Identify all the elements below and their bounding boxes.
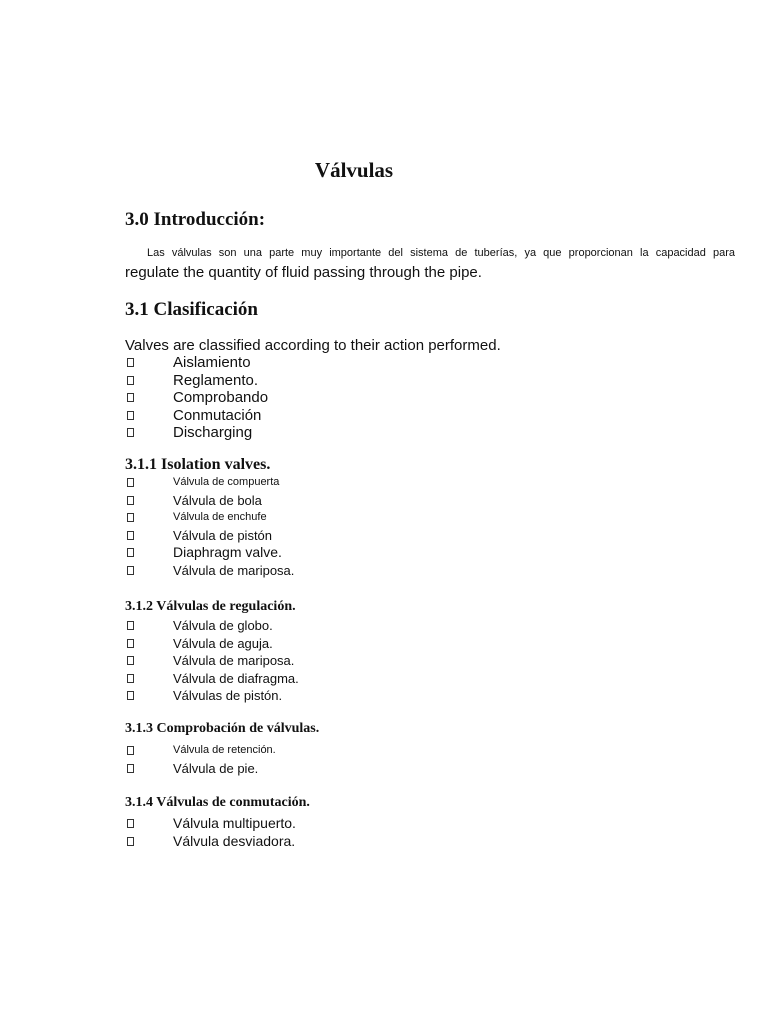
- checkbox-glyph-icon: [127, 764, 134, 773]
- checkbox-glyph-icon: [127, 393, 134, 402]
- checkbox-glyph-icon: [127, 358, 134, 367]
- intro-paragraph-small: Las válvulas son una parte muy importante del sistema de tuberías, ya que proporcionan la capacidad para: [147, 247, 735, 259]
- switching-heading: 3.1.4 Válvulas de conmutación.: [125, 795, 310, 810]
- document-page: Válvulas 3.0 Introducción: Las válvulas son una parte muy importante del sistema de tuberías, ya que proporcionan la capacidad para regulate the quantity of fluid passing through the pipe. 3.1 Clasificación Valves are classified according to their action performed. Aislamiento Reglamento. Comprobando Conmutación Discharging 3.1.1 Isolation valves. Válvula de compuerta Válvula de bola Válvula de enchufe Válvula de pistón Diaphragm valve. Válvula de mariposa. 3.1.2 Válvulas de regulación. Válvula de globo. Válvula de aguja. Válvula de mariposa. Válvula de diafragma. Válvulas de pistón. 3.1.3 Comprobación de válvulas. Válvula de retención. Válvula de pie. 3.1.4 Válvulas de conmutación. Válvula multipuerto. Válvula desviadora.: [0, 0, 768, 1024]
- checkbox-glyph-icon: [127, 411, 134, 420]
- checkbox-glyph-icon: [127, 691, 134, 700]
- intro-paragraph-large: regulate the quantity of fluid passing through the pipe.: [125, 264, 482, 281]
- checkbox-glyph-icon: [127, 496, 134, 505]
- checkbox-glyph-icon: [127, 837, 134, 846]
- checkbox-glyph-icon: [127, 513, 134, 522]
- regulation-heading: 3.1.2 Válvulas de regulación.: [125, 599, 296, 614]
- intro-heading: 3.0 Introducción:: [125, 209, 266, 230]
- checkbox-glyph-icon: [127, 746, 134, 755]
- checkbox-glyph-icon: [127, 656, 134, 665]
- checkbox-glyph-icon: [127, 548, 134, 557]
- check-heading: 3.1.3 Comprobación de válvulas.: [125, 721, 320, 736]
- isolation-heading: 3.1.1 Isolation valves.: [125, 456, 271, 473]
- classification-intro: Valves are classified according to their action performed.: [125, 337, 501, 354]
- classification-heading: 3.1 Clasificación: [125, 299, 258, 320]
- checkbox-glyph-icon: [127, 621, 134, 630]
- checkbox-glyph-icon: [127, 639, 134, 648]
- checkbox-glyph-icon: [127, 428, 134, 437]
- checkbox-glyph-icon: [127, 819, 134, 828]
- checkbox-glyph-icon: [127, 478, 134, 487]
- checkbox-glyph-icon: [127, 674, 134, 683]
- page-title: Válvulas: [314, 158, 394, 182]
- checkbox-glyph-icon: [127, 376, 134, 385]
- checkbox-glyph-icon: [127, 566, 134, 575]
- checkbox-glyph-icon: [127, 531, 134, 540]
